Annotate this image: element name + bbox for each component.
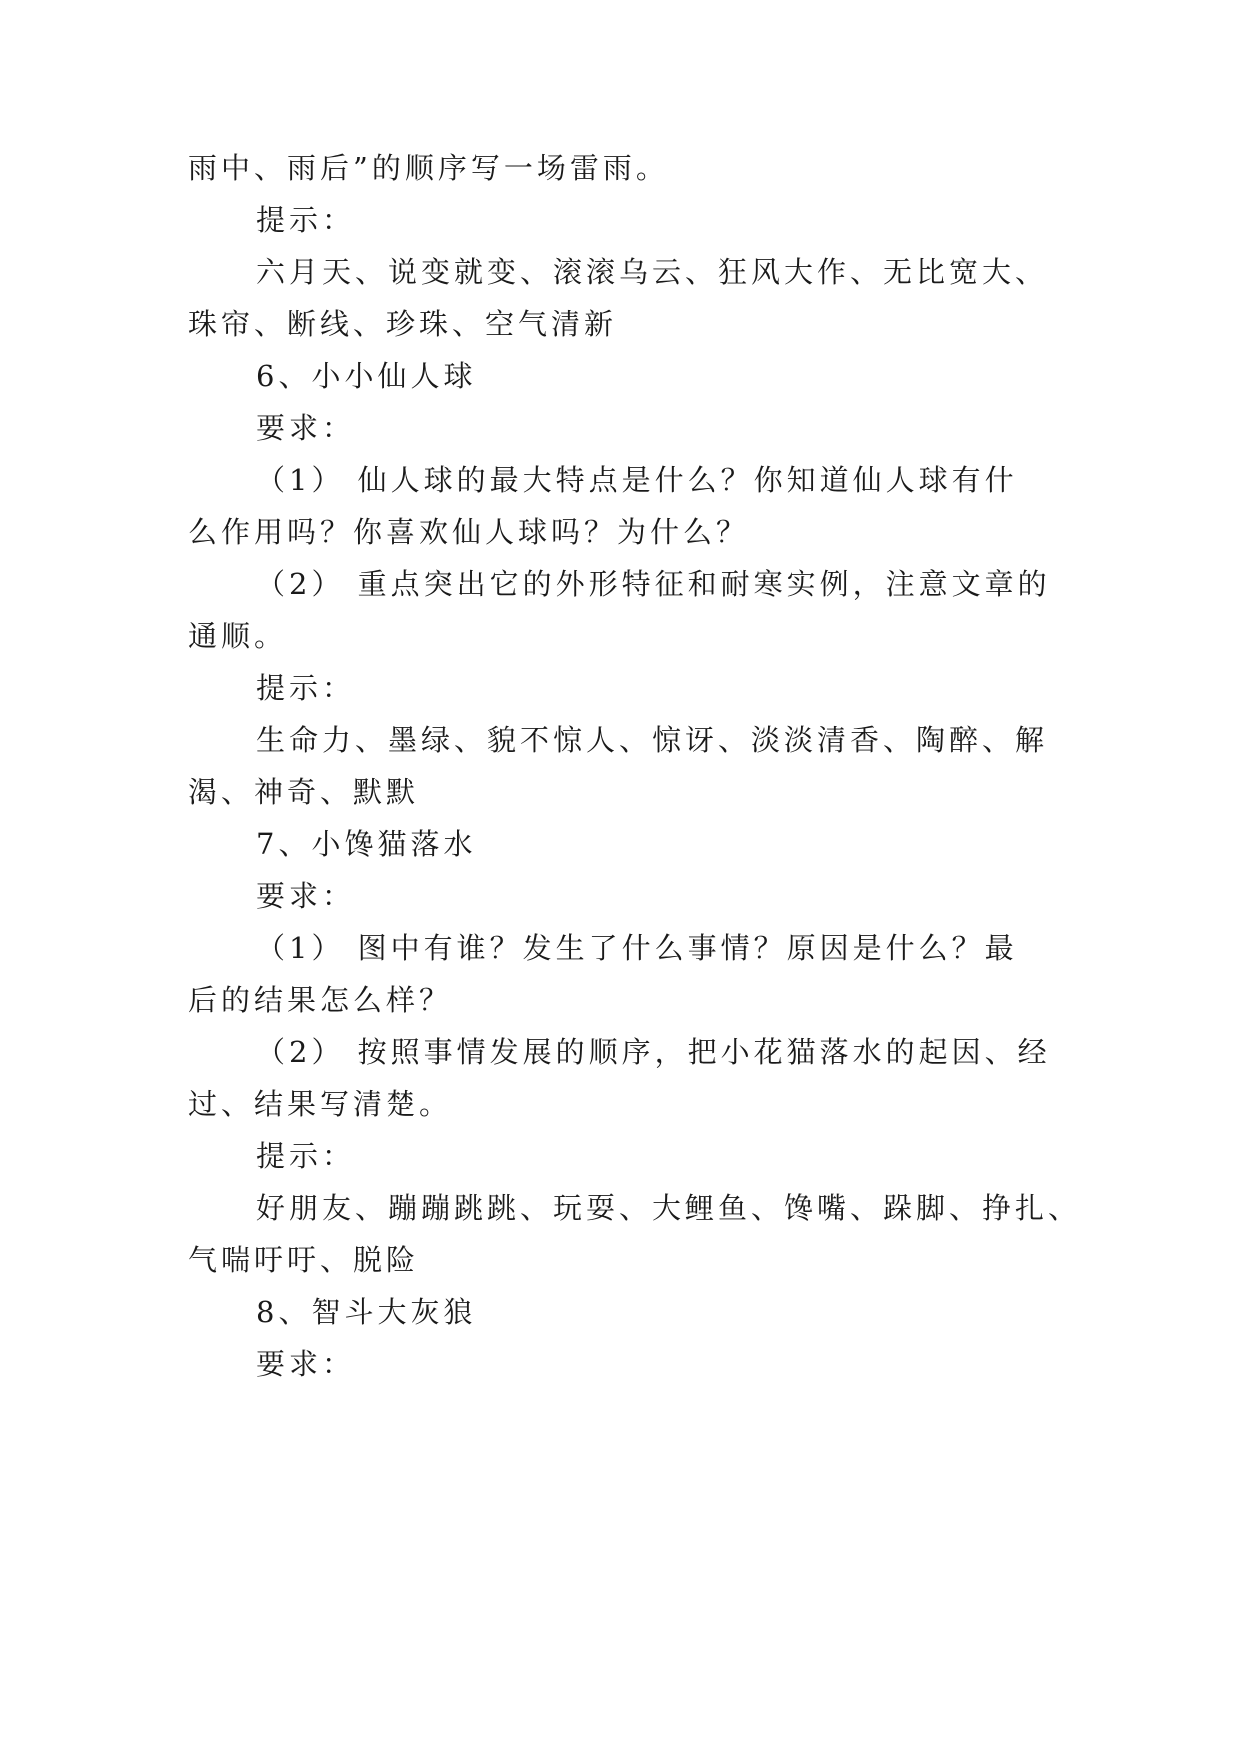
section-title-6: 6、小小仙人球 [256,359,477,393]
requirement-item-2-continued: 通顺。 [188,619,288,653]
hint-heading: 提示： [256,1139,356,1173]
section-title-8: 8、智斗大灰狼 [256,1295,477,1329]
hint-words-continued: 气喘吁吁、脱险 [188,1243,420,1277]
requirement-item-2: （2） 重点突出它的外形特征和耐寒实例，注意文章的 [256,567,1051,601]
requirement-item-1: （1） 仙人球的最大特点是什么？你知道仙人球有什 [256,463,1018,497]
hint-words: 六月天、说变就变、滚滚乌云、狂风大作、无比宽大、 [256,255,1049,289]
hint-words-continued: 珠帘、断线、珍珠、空气清新 [188,307,618,341]
text-line-1: 雨中、雨后”的顺序写一场雷雨。 [188,151,669,185]
requirement-item-1-continued: 么作用吗？你喜欢仙人球吗？为什么？ [188,515,750,549]
hint-words-continued: 渴、神奇、默默 [188,775,420,809]
requirement-item-2-continued: 过、结果写清楚。 [188,1087,453,1121]
hint-words: 生命力、墨绿、貌不惊人、惊讶、淡淡清香、陶醉、解 [256,723,1049,757]
hint-heading: 提示： [256,671,356,705]
requirement-item-1: （1） 图中有谁？发生了什么事情？原因是什么？最 [256,931,1018,965]
requirement-heading: 要求： [256,1347,356,1381]
hint-words: 好朋友、蹦蹦跳跳、玩耍、大鲤鱼、馋嘴、跺脚、挣扎、 [256,1191,1082,1225]
requirement-heading: 要求： [256,879,356,913]
requirement-heading: 要求： [256,411,356,445]
section-title-7: 7、小馋猫落水 [256,827,477,861]
requirement-item-2: （2） 按照事情发展的顺序，把小花猫落水的起因、经 [256,1035,1051,1069]
hint-heading: 提示： [256,203,356,237]
requirement-item-1-continued: 后的结果怎么样？ [188,983,453,1017]
